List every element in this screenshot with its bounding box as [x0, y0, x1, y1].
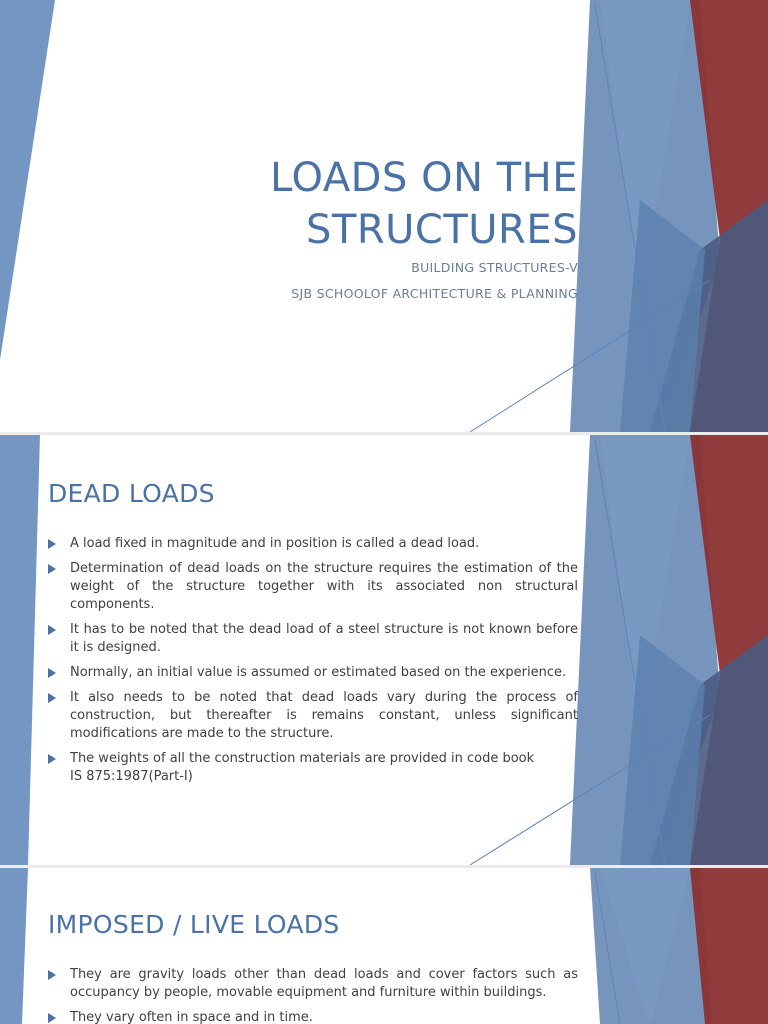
bullet-arrow-icon: [48, 754, 56, 764]
list-item: They vary often in space and in time.: [48, 1009, 578, 1024]
list-item: A load fixed in magnitude and in position is called a dead load.: [48, 535, 578, 553]
dead-loads-slide: [0, 435, 768, 865]
bullet-arrow-icon: [48, 625, 56, 635]
dead-loads-heading: DEAD LOADS: [48, 479, 215, 508]
dead-loads-list: [48, 535, 578, 793]
title-line-2: STRUCTURES: [306, 207, 578, 253]
bullet-arrow-icon: [48, 1013, 56, 1023]
live-loads-list: [48, 966, 578, 1024]
bullet-arrow-icon: [48, 970, 56, 980]
live-loads-heading: IMPOSED / LIVE LOADS: [48, 910, 340, 939]
code-reference: IS 875:1987(Part-I): [70, 769, 193, 784]
list-item: It has to be noted that the dead load of a steel structure is not known before it is designed.: [48, 621, 578, 657]
bullet-arrow-icon: [48, 668, 56, 678]
list-item: It also needs to be noted that dead loads vary during the process of construction, but thereafter is remains constant, unless significant modifications are made to the structure.: [48, 689, 578, 743]
list-item: Determination of dead loads on the structure requires the estimation of the weight of the structure together with its associated non structural components.: [48, 560, 578, 614]
list-item: They are gravity loads other than dead loads and cover factors such as occupancy by people, movable equipment and furniture within buildings.: [48, 966, 578, 1002]
list-item: The weights of all the construction materials are provided in code book IS 875:1987(Part-I): [48, 750, 578, 786]
bullet-arrow-icon: [48, 539, 56, 549]
title-line-1: LOADS ON THE: [270, 155, 578, 201]
bullet-arrow-icon: [48, 564, 56, 574]
slide-title: [158, 152, 578, 256]
subtitle-school: SJB SCHOOLOF ARCHITECTURE & PLANNING: [291, 286, 578, 301]
live-loads-slide: [0, 868, 768, 1024]
bullet-arrow-icon: [48, 693, 56, 703]
title-slide: [0, 0, 768, 432]
subtitle-course: BUILDING STRUCTURES-V: [411, 260, 578, 275]
list-item: Normally, an initial value is assumed or estimated based on the experience.: [48, 664, 578, 682]
